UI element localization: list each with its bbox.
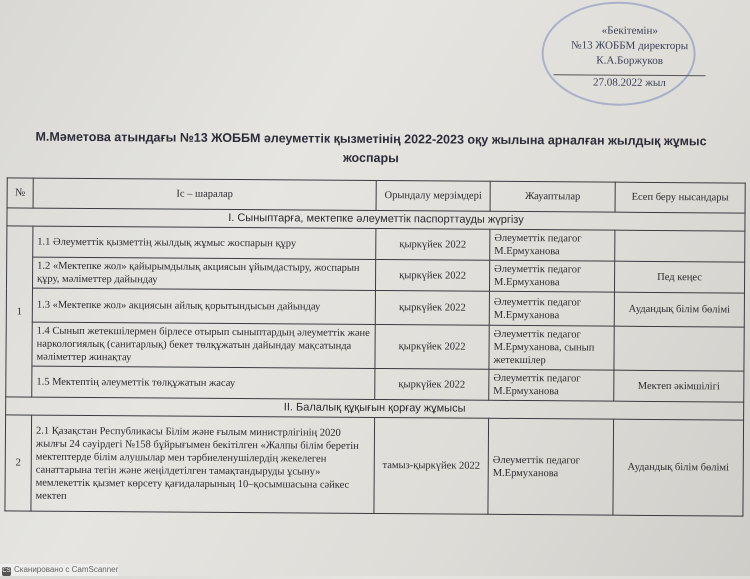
responsible-cell: Әлеуметтік педагог М.Ермуханова, сынып жетекшілер bbox=[489, 325, 614, 370]
report-cell: Аудандық білім бөлімі bbox=[614, 292, 744, 327]
table-row bbox=[6, 288, 744, 327]
activity-cell: 1.3 «Мектепке жол» акциясын айлық қорытындысын дайындау bbox=[32, 288, 375, 324]
date-cell: қыркүйек 2022 bbox=[375, 325, 489, 370]
date-cell: қыркүйек 2022 bbox=[375, 369, 489, 401]
report-cell bbox=[615, 230, 745, 262]
scanner-watermark: Сканировано с CamScanner bbox=[14, 565, 119, 574]
row-number: 2 bbox=[5, 415, 32, 511]
activity-cell: 2.1 Қазақстан Республикасы Білім және ғылым министрлігінің 2020 жылғы 24 сәуірдегі №158 бұйрығымен бекітілген «Жалпы білім беретін мектептерде білім алушылар мен тәрбиеленушілердің жекелеген санаттарына тегін және жеңілдетілген тамақтандыруды ұсыну» мемлекеттік қызмет көрсету қағидаларының 10–қосымшасына сәйкес мектеп bbox=[31, 415, 375, 513]
approval-position: №13 ЖОББМ директоры bbox=[571, 39, 689, 53]
activity-cell: 1.2 «Мектепке жол» қайырымдылық акциясын ұйымдастыру, жоспарын құру, мәліметтер дайындау bbox=[32, 257, 375, 290]
section-title: ІІ. Балалық құқығын қорғау жұмысы bbox=[6, 397, 744, 420]
header-report: Есеп беру нысандары bbox=[615, 182, 745, 213]
header-number: № bbox=[7, 178, 33, 208]
activity-cell: 1.1 Әлеуметтік қызметтің жылдық жұмыс жоспарын құру bbox=[33, 226, 376, 259]
approval-heading: «Бекітемін» bbox=[601, 24, 658, 37]
activity-cell: 1.4 Сынып жетекшілермен бірлесе отырып сыныптардың әлеуметтік және наркологиялық (санитарлық) бекет төлқұжатын дайындау мақсатында мәліметтер жинақтау bbox=[32, 322, 375, 368]
plan-table bbox=[4, 177, 745, 516]
section-title: І. Сыныптарға, мектепке әлеуметтік паспорттауды жүргізу bbox=[7, 208, 745, 231]
responsible-cell: Әлеуметтік педагог М.Ермуханова bbox=[490, 229, 615, 261]
table-row bbox=[6, 322, 744, 371]
approval-signatory: К.А.Боржуков bbox=[596, 54, 663, 68]
table-row bbox=[6, 366, 744, 402]
activity-cell: 1.5 Мектептің әлеуметтік төлқұжатын жасау bbox=[32, 366, 375, 399]
responsible-cell: Әлеуметтік педагог М.Ермуханова bbox=[489, 260, 614, 292]
responsible-cell: Әлеуметтік педагог М.Ермуханова bbox=[488, 418, 614, 515]
scanner-footer bbox=[0, 564, 118, 576]
date-cell: қыркүйек 2022 bbox=[375, 291, 489, 326]
report-cell bbox=[614, 326, 744, 371]
responsible-cell: Әлеуметтік педагог М.Ермуханова bbox=[489, 369, 614, 401]
header-responsible: Жауаптылар bbox=[490, 181, 615, 212]
date-cell: тамыз-қыркүйек 2022 bbox=[374, 418, 489, 515]
header-date: Орындалу мерзімдері bbox=[376, 181, 490, 212]
table-row bbox=[6, 257, 744, 293]
approval-date: 27.08.2022 жыл bbox=[593, 76, 666, 90]
camscanner-icon: CS bbox=[2, 568, 11, 574]
report-cell: Мектеп әкімшілігі bbox=[614, 370, 744, 402]
date-cell: қыркүйек 2022 bbox=[375, 260, 489, 292]
approval-block bbox=[549, 23, 709, 91]
report-cell: Аудандық білім бөлімі bbox=[613, 419, 744, 516]
responsible-cell: Әлеуметтік педагог М.Ермуханова bbox=[489, 291, 614, 326]
row-number: 1 bbox=[6, 226, 33, 397]
table-row bbox=[7, 226, 745, 262]
header-activity: Іс – шаралар bbox=[33, 178, 376, 210]
date-cell: қыркүйек 2022 bbox=[376, 229, 490, 261]
document-title: М.Мәметова атындағы №13 ЖОББМ әлеуметтік қызметінің 2022-2023 оқу жылына арналған жылдық жұмыс жоспары bbox=[35, 129, 707, 166]
table-row bbox=[5, 415, 744, 516]
report-cell: Пед кеңес bbox=[614, 261, 744, 293]
